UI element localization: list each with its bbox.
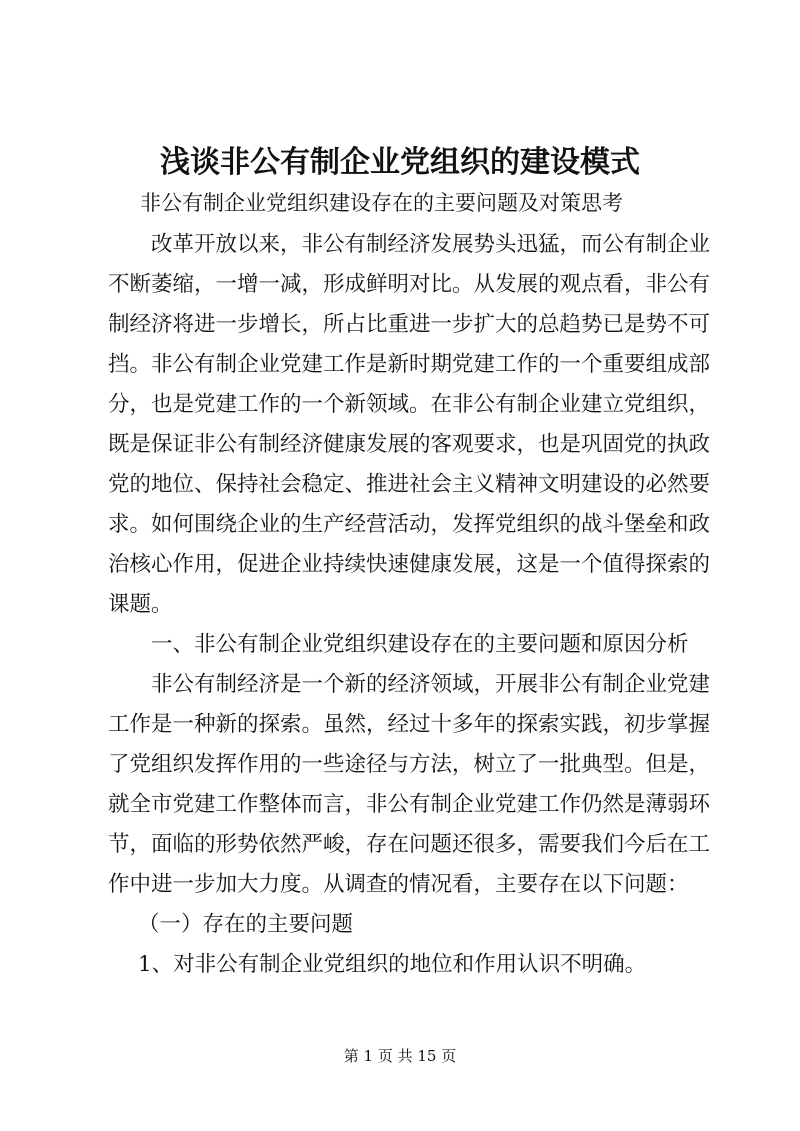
paragraph-line: 节，面临的形势依然严峻，存在问题还很多，需要我们今后在工 (108, 832, 711, 857)
paragraph-line: 课题。 (108, 592, 173, 617)
paragraph-line: 分，也是党建工作的一个新领域。在非公有制企业建立党组织， (108, 392, 711, 417)
document-title: 浅谈非公有制企业党组织的建设模式 (160, 145, 640, 180)
paragraph-line: 作中进一步加大力度。从调查的情况看，主要存在以下问题： (108, 872, 689, 897)
paragraph-line: 工作是一种新的探索。虽然，经过十多年的探索实践，初步掌握 (108, 712, 711, 737)
section-heading: 一、非公有制企业党组织建设存在的主要问题和原因分析 (151, 632, 689, 657)
paragraph-line: 党的地位、保持社会稳定、推进社会主义精神文明建设的必然要 (108, 472, 711, 497)
paragraph-line: 改革开放以来，非公有制经济发展势头迅猛，而公有制企业 (151, 232, 711, 257)
paragraph-line: 治核心作用，促进企业持续快速健康发展，这是一个值得探索的 (108, 552, 711, 577)
paragraph-line: 制经济将进一步增长，所占比重进一步扩大的总趋势已是势不可 (108, 312, 711, 337)
paragraph-line: 挡。非公有制企业党建工作是新时期党建工作的一个重要组成部 (108, 352, 711, 377)
paragraph-line: 求。如何围绕企业的生产经营活动，发挥党组织的战斗堡垒和政 (108, 512, 711, 537)
page-number: 第 1 页 共 15 页 (343, 1047, 457, 1065)
document-body (108, 225, 711, 985)
paragraph-line: 不断萎缩，一增一减，形成鲜明对比。从发展的观点看，非公有 (108, 272, 711, 297)
paragraph-line: 既是保证非公有制经济健康发展的客观要求，也是巩固党的执政 (108, 432, 711, 457)
paragraph-line: 非公有制经济是一个新的经济领域，开展非公有制企业党建 (151, 672, 711, 697)
paragraph-line: 了党组织发挥作用的一些途径与方法，树立了一批典型。但是， (108, 752, 711, 777)
document-subtitle: 非公有制企业党组织建设存在的主要问题及对策思考 (140, 191, 623, 215)
paragraph-2 (108, 665, 711, 905)
subsection-heading: （一）存在的主要问题 (138, 912, 354, 937)
paragraph-line: 就全市党建工作整体而言，非公有制企业党建工作仍然是薄弱环 (108, 792, 711, 817)
list-item: 1、对非公有制企业党组织的地位和作用认识不明确。 (138, 952, 647, 977)
paragraph-1 (108, 225, 711, 625)
